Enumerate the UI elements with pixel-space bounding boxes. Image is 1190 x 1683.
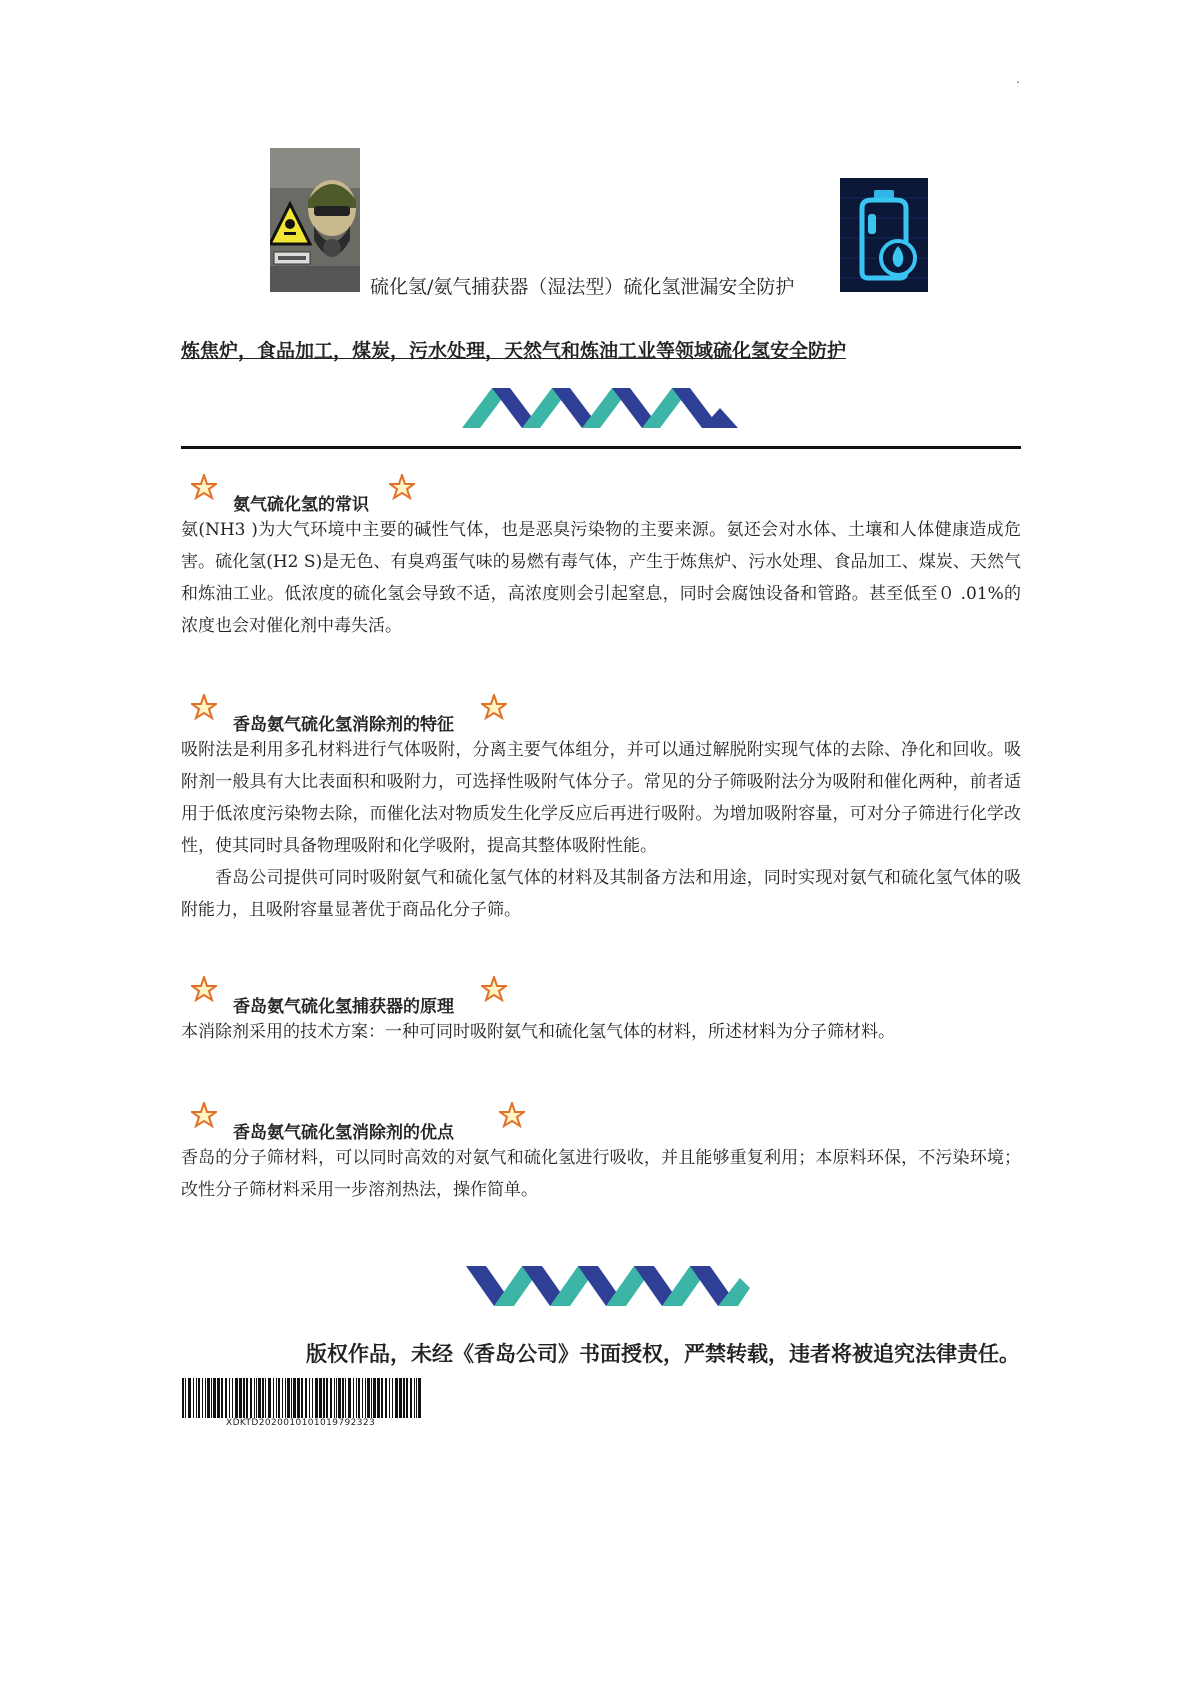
section-title: 香岛氨气硫化氢捕获器的原理 [233,997,454,1017]
star-icon [191,1102,217,1132]
paragraph: 本消除剂采用的技术方案：一种可同时吸附氨气和硫化氢气体的材料，所述材料为分子筛材料。 [181,1022,895,1042]
copyright-notice: 版权作品，未经《香岛公司》书面授权，严禁转载，违者将被追究法律责任。 [306,1341,1020,1366]
section-features [181,694,1021,926]
title-row [270,148,930,298]
document-title: 硫化氢/氨气捕获器（湿法型）硫化氢泄漏安全防护 [370,276,795,298]
star-icon [191,694,217,724]
section-title: 香岛氨气硫化氢消除剂的特征 [233,715,454,735]
star-icon [481,976,507,1006]
barcode-number: XDKTD2020010101019792323 [226,1418,376,1428]
horizontal-rule [181,446,1021,449]
star-icon [389,474,415,504]
section-title: 氨气硫化氢的常识 [233,495,369,515]
star-icon [481,694,507,724]
corner-mark: . [1016,72,1020,86]
star-icon [191,976,217,1006]
paragraph: 氨(NH3 )为大气环境中主要的碱性气体，也是恶臭污染物的主要来源。氨还会对水体、土壤和人体健康造成危害。硫化氢(H2 S)是无色、有臭鸡蛋气味的易燃有毒气体，产生于炼焦炉、污水处理、食品加工、煤炭、天然气和炼油工业。低浓度的硫化氢会导致不适，高浓度则会引起窒息，同时会腐蚀设备和管路。甚至低至０ .01%的浓度也会对催化剂中毒失活。 [181,520,1021,636]
section-header [181,694,1021,734]
paragraph: 香岛的分子筛材料，可以同时高效的对氨气和硫化氢进行吸收，并且能够重复利用；本原料环保，不污染环境；改性分子筛材料采用一步溶剂热法，操作简单。 [181,1148,1021,1200]
wave-divider-bottom [466,1264,750,1312]
section-title: 香岛氨气硫化氢消除剂的优点 [233,1123,454,1143]
section-header [181,1102,1021,1142]
section-header [181,976,1021,1016]
star-icon [499,1102,525,1132]
paragraph: 吸附法是利用多孔材料进行气体吸附，分离主要气体组分，并可以通过解脱附实现气体的去除、净化和回收。吸附剂一般具有大比表面积和吸附力，可选择性吸附气体分子。常见的分子筛吸附法分为吸附和催化两种，前者适用于低浓度污染物去除，而催化法对物质发生化学反应后再进行吸附。为增加吸附容量，可对分子筛进行化学改性，使其同时具备物理吸附和化学吸附，提高其整体吸附性能。 [181,740,1021,856]
section-header [181,474,1021,514]
section-basics [181,474,1021,642]
subtitle: 炼焦炉，食品加工，煤炭，污水处理，天然气和炼油工业等领域硫化氢安全防护 [181,340,847,362]
section-principle [181,976,1021,1048]
gas-cylinder-flame-image [840,178,928,292]
paragraph: 香岛公司提供可同时吸附氨气和硫化氢气体的材料及其制备方法和用途，同时实现对氨气和硫化氢气体的吸附能力，且吸附容量显著优于商品化分子筛。 [181,868,1021,920]
star-icon [191,474,217,504]
gas-mask-warning-image [270,148,360,292]
wave-divider-top [462,388,740,434]
section-advantages [181,1102,1021,1206]
